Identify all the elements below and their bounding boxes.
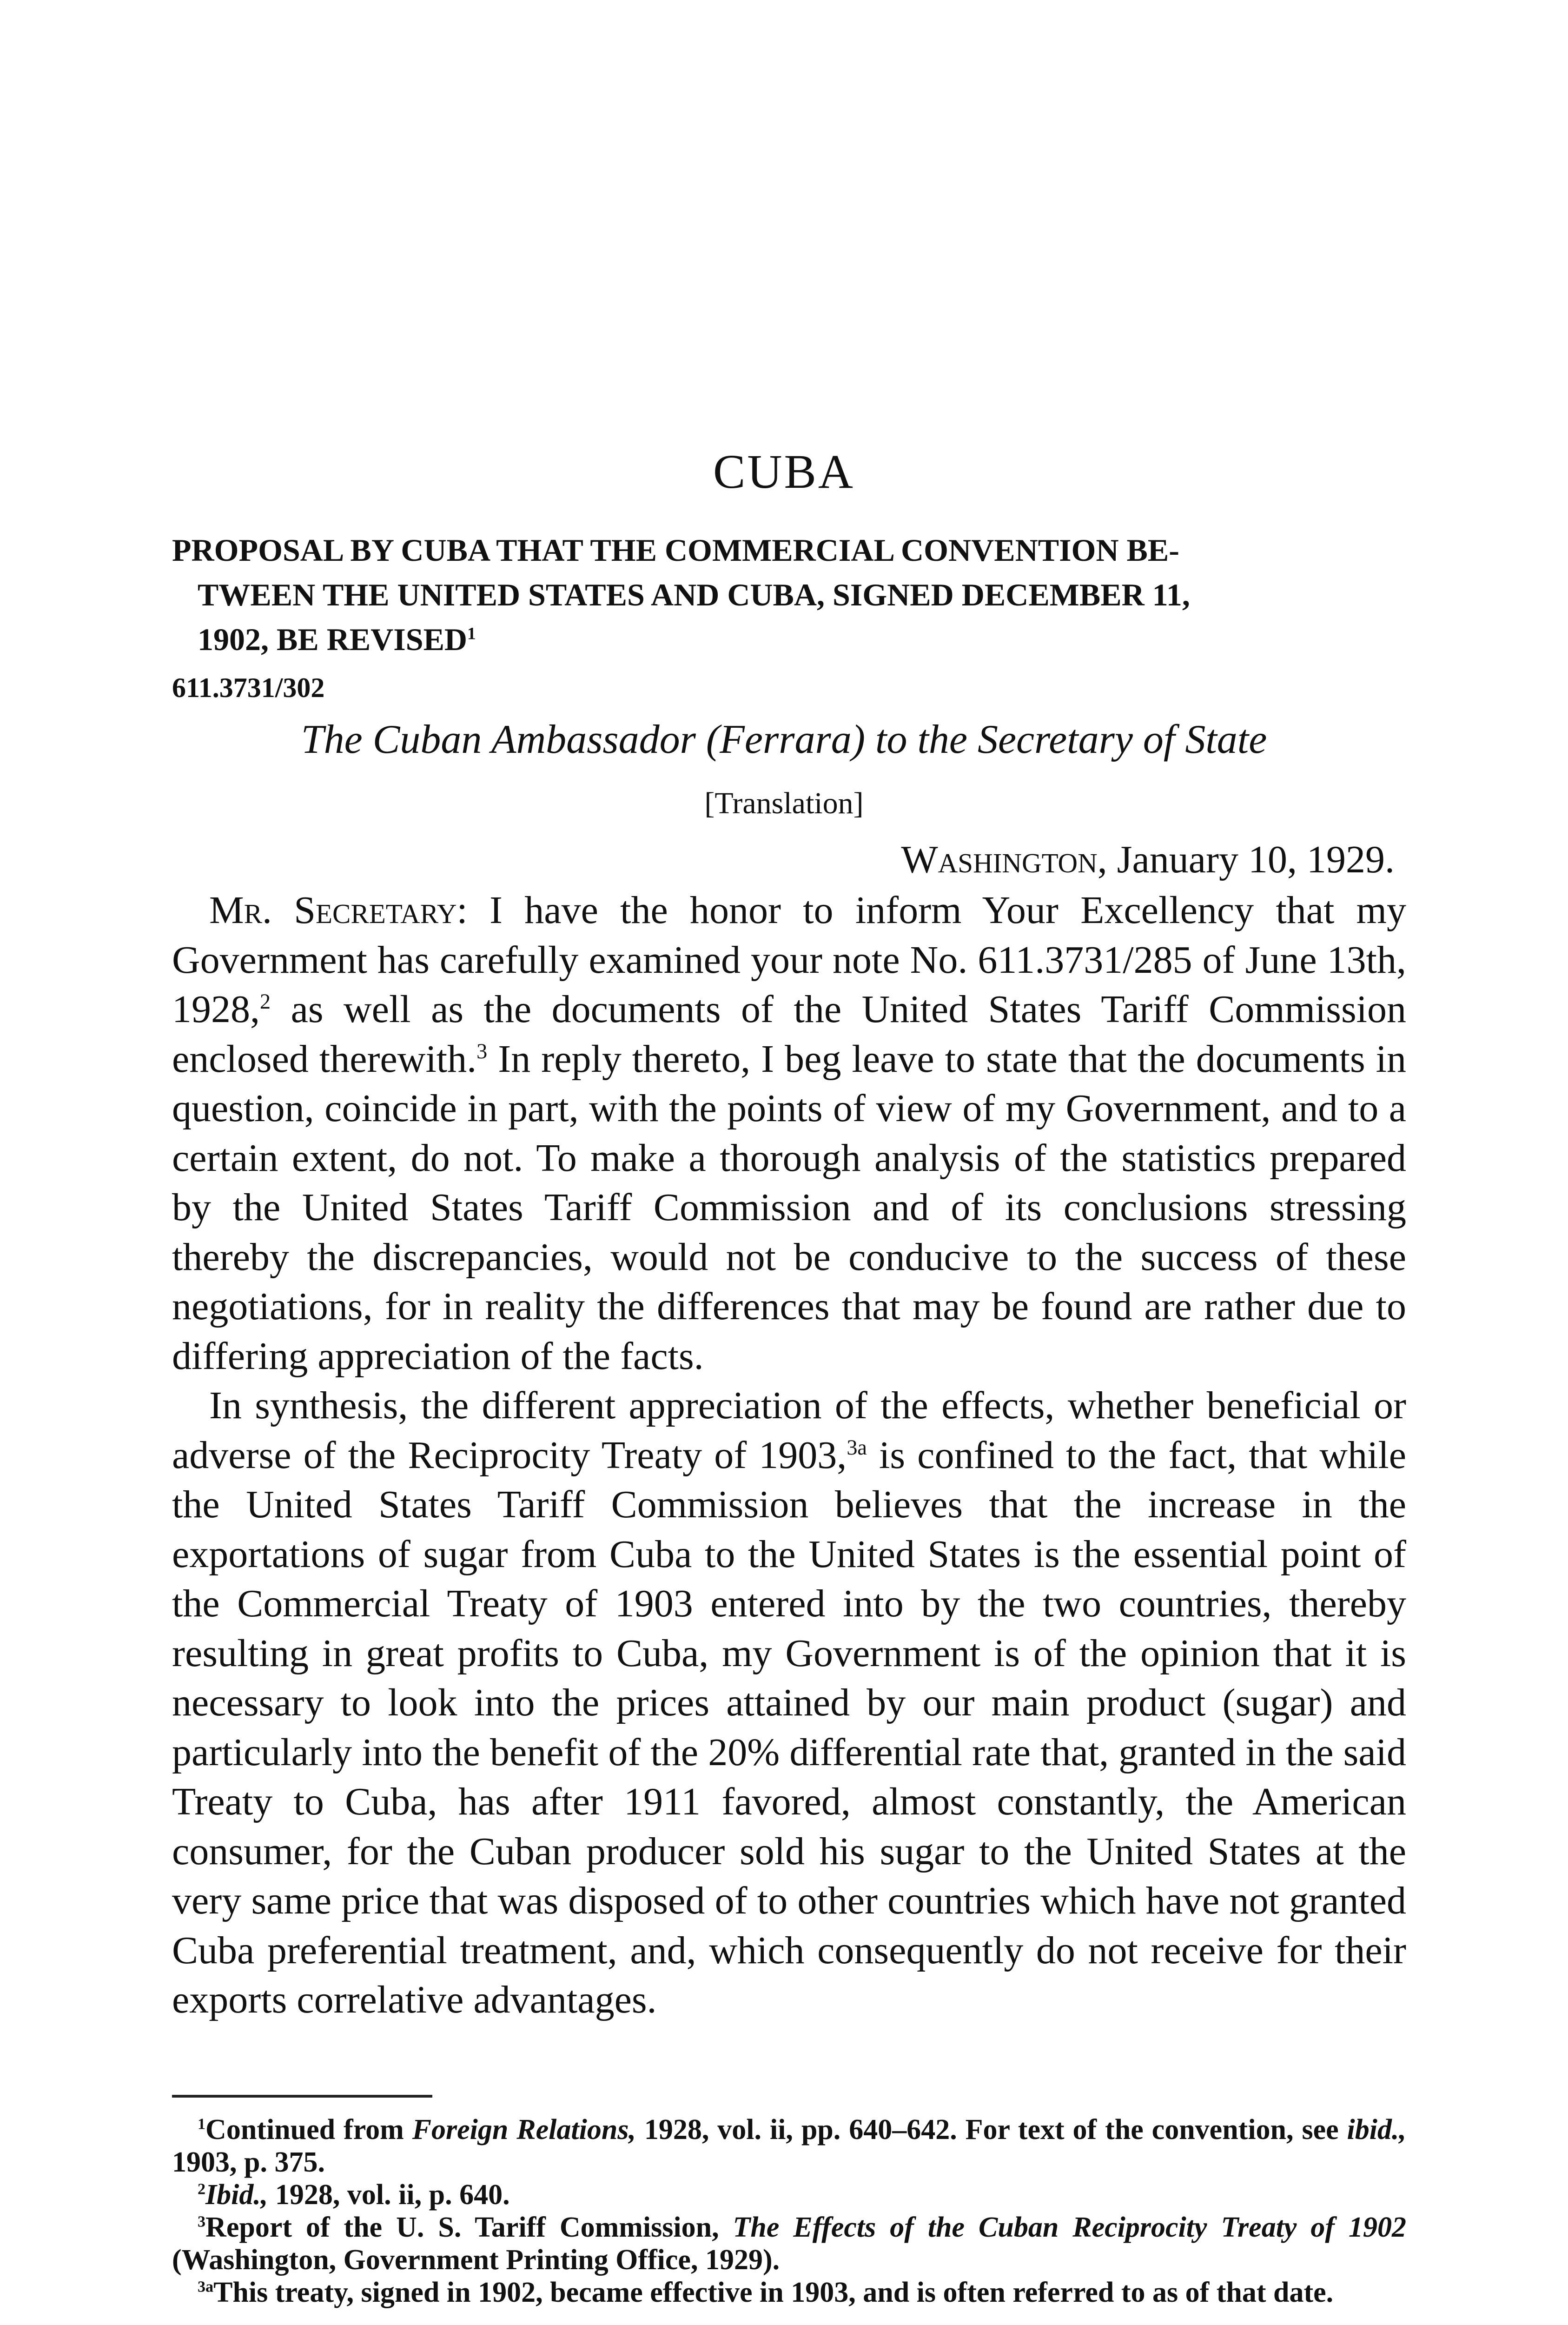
paragraph-2-text-b: is confined to the fact, that while the United States Tariff Commission believes that the increase in the exportations of sugar from Cuba to the United States is the essential point of the Commercial Treaty of 1903 entered into by the two countries, thereby resulting in great profits to Cuba, my Government is of the opinion that it is necessary to look into the prices attained by our main product (sugar) and particularly into the benefit of the 20% differential rate that, granted in the said Treaty to Cuba, has after 1911 favored, almost constantly, the American consumer, for the Cuban producer sold his sugar to the United States at the very same price that was disposed of to other countries which have not granted Cuba preferential treatment, and, which consequently do not receive for their exports correlative advantages. <box>172 1433 1406 2021</box>
footnote-3 <box>172 2211 1406 2276</box>
footnote-2-ibid: Ibid., <box>205 2179 268 2211</box>
letter-body <box>172 886 1406 2025</box>
footnote-ref-1: 1 <box>467 624 476 644</box>
footnote-1-source: Foreign Relations, <box>412 2114 636 2146</box>
translation-note: [Translation] <box>704 786 864 820</box>
dateline <box>901 837 1395 882</box>
footnote-3a <box>172 2276 1406 2309</box>
section-heading-line-1: PROPOSAL BY CUBA THAT THE COMMERCIAL CONVENTION BE- <box>172 532 1179 568</box>
footnote-ref-3: 3 <box>476 1039 488 1063</box>
footnote-2-mark: 2 <box>198 2180 206 2198</box>
section-heading <box>172 528 1404 662</box>
footnote-3-mark: 3 <box>198 2213 206 2231</box>
paragraph-2 <box>172 1381 1406 2025</box>
footnote-1-text-a: Continued from <box>205 2114 412 2146</box>
footnote-ref-3a: 3a <box>847 1435 867 1459</box>
paragraph-1-text-c: In reply thereto, I beg leave to state that the documents in question, coincide in part, with the points of view of my Government, and to a certain extent, do not. To make a thorough analysis of the statistics prepared by the United States Tariff Commission and of its conclusions stressing thereby the discrepancies, would not be conducive to the success of these negotiations, for in reality the differences that may be found are rather due to differing appreciation of the facts. <box>172 1037 1407 1378</box>
footnote-1-mark: 1 <box>198 2115 206 2133</box>
footnote-1-text-c: 1903, p. 375. <box>172 2146 325 2178</box>
paragraph-1 <box>172 886 1406 1381</box>
paragraph-1-text-b: as well as the documents of the United States Tariff Commission enclosed therewith. <box>172 988 1406 1081</box>
section-heading-line-2: TWEEN THE UNITED STATES AND CUBA, SIGNED DECEMBER 11, <box>198 577 1190 612</box>
footnote-divider <box>172 2095 432 2098</box>
file-number: 611.3731/302 <box>172 672 325 703</box>
footnote-3a-mark: 3a <box>198 2278 214 2296</box>
country-heading: CUBA <box>713 445 855 498</box>
paragraph-2-text-a: In synthesis, the different appreciation of the effects, whether beneficial or adverse of the Reciprocity Treaty of 1903, <box>172 1384 1406 1477</box>
paragraph-1-text-a: I have the honor to inform Your Excellency that my Government has carefully examined your note No. 611.3731/285 of June 13th, 1928, <box>172 889 1407 1031</box>
footnote-1 <box>172 2113 1406 2179</box>
dateline-place: Washington, <box>901 838 1107 881</box>
footnote-1-ibid: ibid., <box>1347 2114 1406 2146</box>
footnote-3a-text: This treaty, signed in 1902, became effective in 1903, and is often referred to as of that date. <box>213 2277 1334 2308</box>
footnote-2 <box>172 2179 1406 2211</box>
footnote-ref-2: 2 <box>260 990 271 1013</box>
footnote-3-text-b: (Washington, Government Printing Office, 1929). <box>172 2244 780 2276</box>
footnote-3-text-a: Report of the U. S. Tariff Commission, <box>205 2212 733 2243</box>
footnote-1-text-b: 1928, vol. ii, pp. 640–642. For text of the convention, see <box>635 2114 1347 2146</box>
footnotes <box>172 2113 1406 2309</box>
section-heading-line-3: 1902, BE REVISED <box>198 622 468 657</box>
footnote-3-title: The Effects of the Cuban Reciprocity Treaty of 1902 <box>733 2212 1406 2243</box>
document-title: The Cuban Ambassador (Ferrara) to the Secretary of State <box>301 717 1267 762</box>
dateline-date: January 10, 1929. <box>1117 838 1395 881</box>
salutation: Mr. Secretary: <box>209 889 468 932</box>
footnote-2-text: 1928, vol. ii, p. 640. <box>268 2179 510 2211</box>
